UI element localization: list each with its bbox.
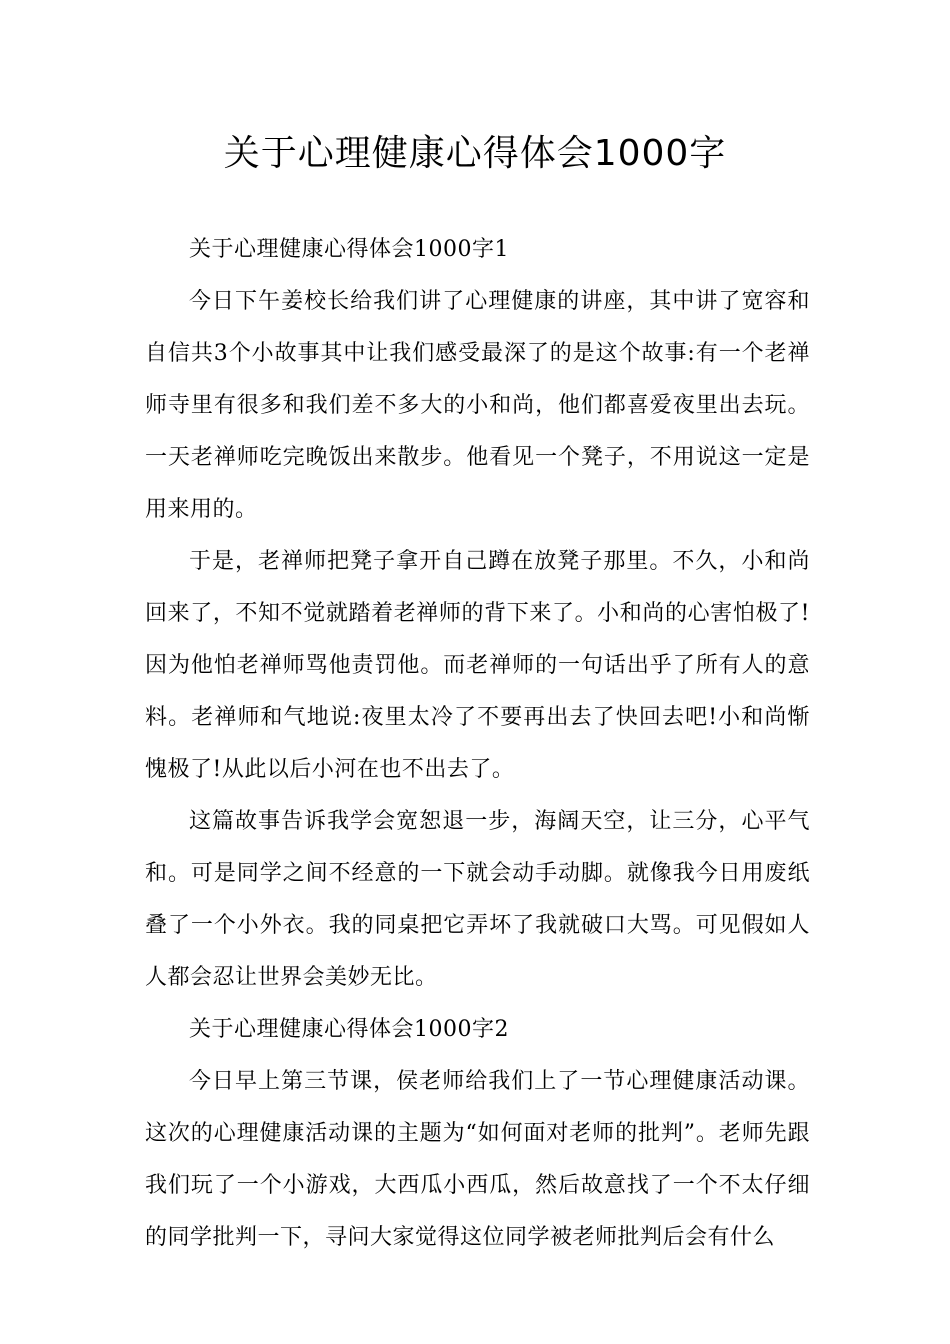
- paragraph: 今日早上第三节课，侯老师给我们上了一节心理健康活动课。这次的心理健康活动课的主题为“如何面对老师的批判”。老师先跟我们玩了一个小游戏，大西瓜小西瓜，然后故意找了一个不太仔细的同学批判一下，寻问大家觉得这位同学被老师批判后会有什么: [145, 1069, 810, 1250]
- paragraph: 这篇故事告诉我学会宽恕退一步，海阔天空，让三分，心平气和。可是同学之间不经意的一下就会动手动脚。就像我今日用废纸叠了一个小外衣。我的同桌把它弄坏了我就破口大骂。可见假如人人都会忍让世界会美妙无比。: [145, 809, 810, 990]
- paragraph: 今日下午姜校长给我们讲了心理健康的讲座，其中讲了宽容和自信共3个小故事其中让我们感受最深了的是这个故事:有一个老禅师寺里有很多和我们差不多大的小和尚，他们都喜爱夜里出去玩。一天老禅师吃完晚饭出来散步。他看见一个凳子，不用说这一定是用来用的。: [145, 289, 810, 522]
- section-heading-2: 关于心理健康心得体会1000字2: [189, 1017, 509, 1042]
- section-heading-1: 关于心理健康心得体会1000字1: [189, 237, 509, 262]
- document-body: [145, 224, 810, 1264]
- document-title: 关于心理健康心得体会1000字: [223, 133, 727, 174]
- paragraph: 于是，老禅师把凳子拿开自己蹲在放凳子那里。不久，小和尚回来了，不知不觉就踏着老禅师的背下来了。小和尚的心害怕极了!因为他怕老禅师骂他责罚他。而老禅师的一句话出乎了所有人的意料。老禅师和气地说:夜里太冷了不要再出去了快回去吧!小和尚惭愧极了!从此以后小河在也不出去了。: [145, 549, 810, 782]
